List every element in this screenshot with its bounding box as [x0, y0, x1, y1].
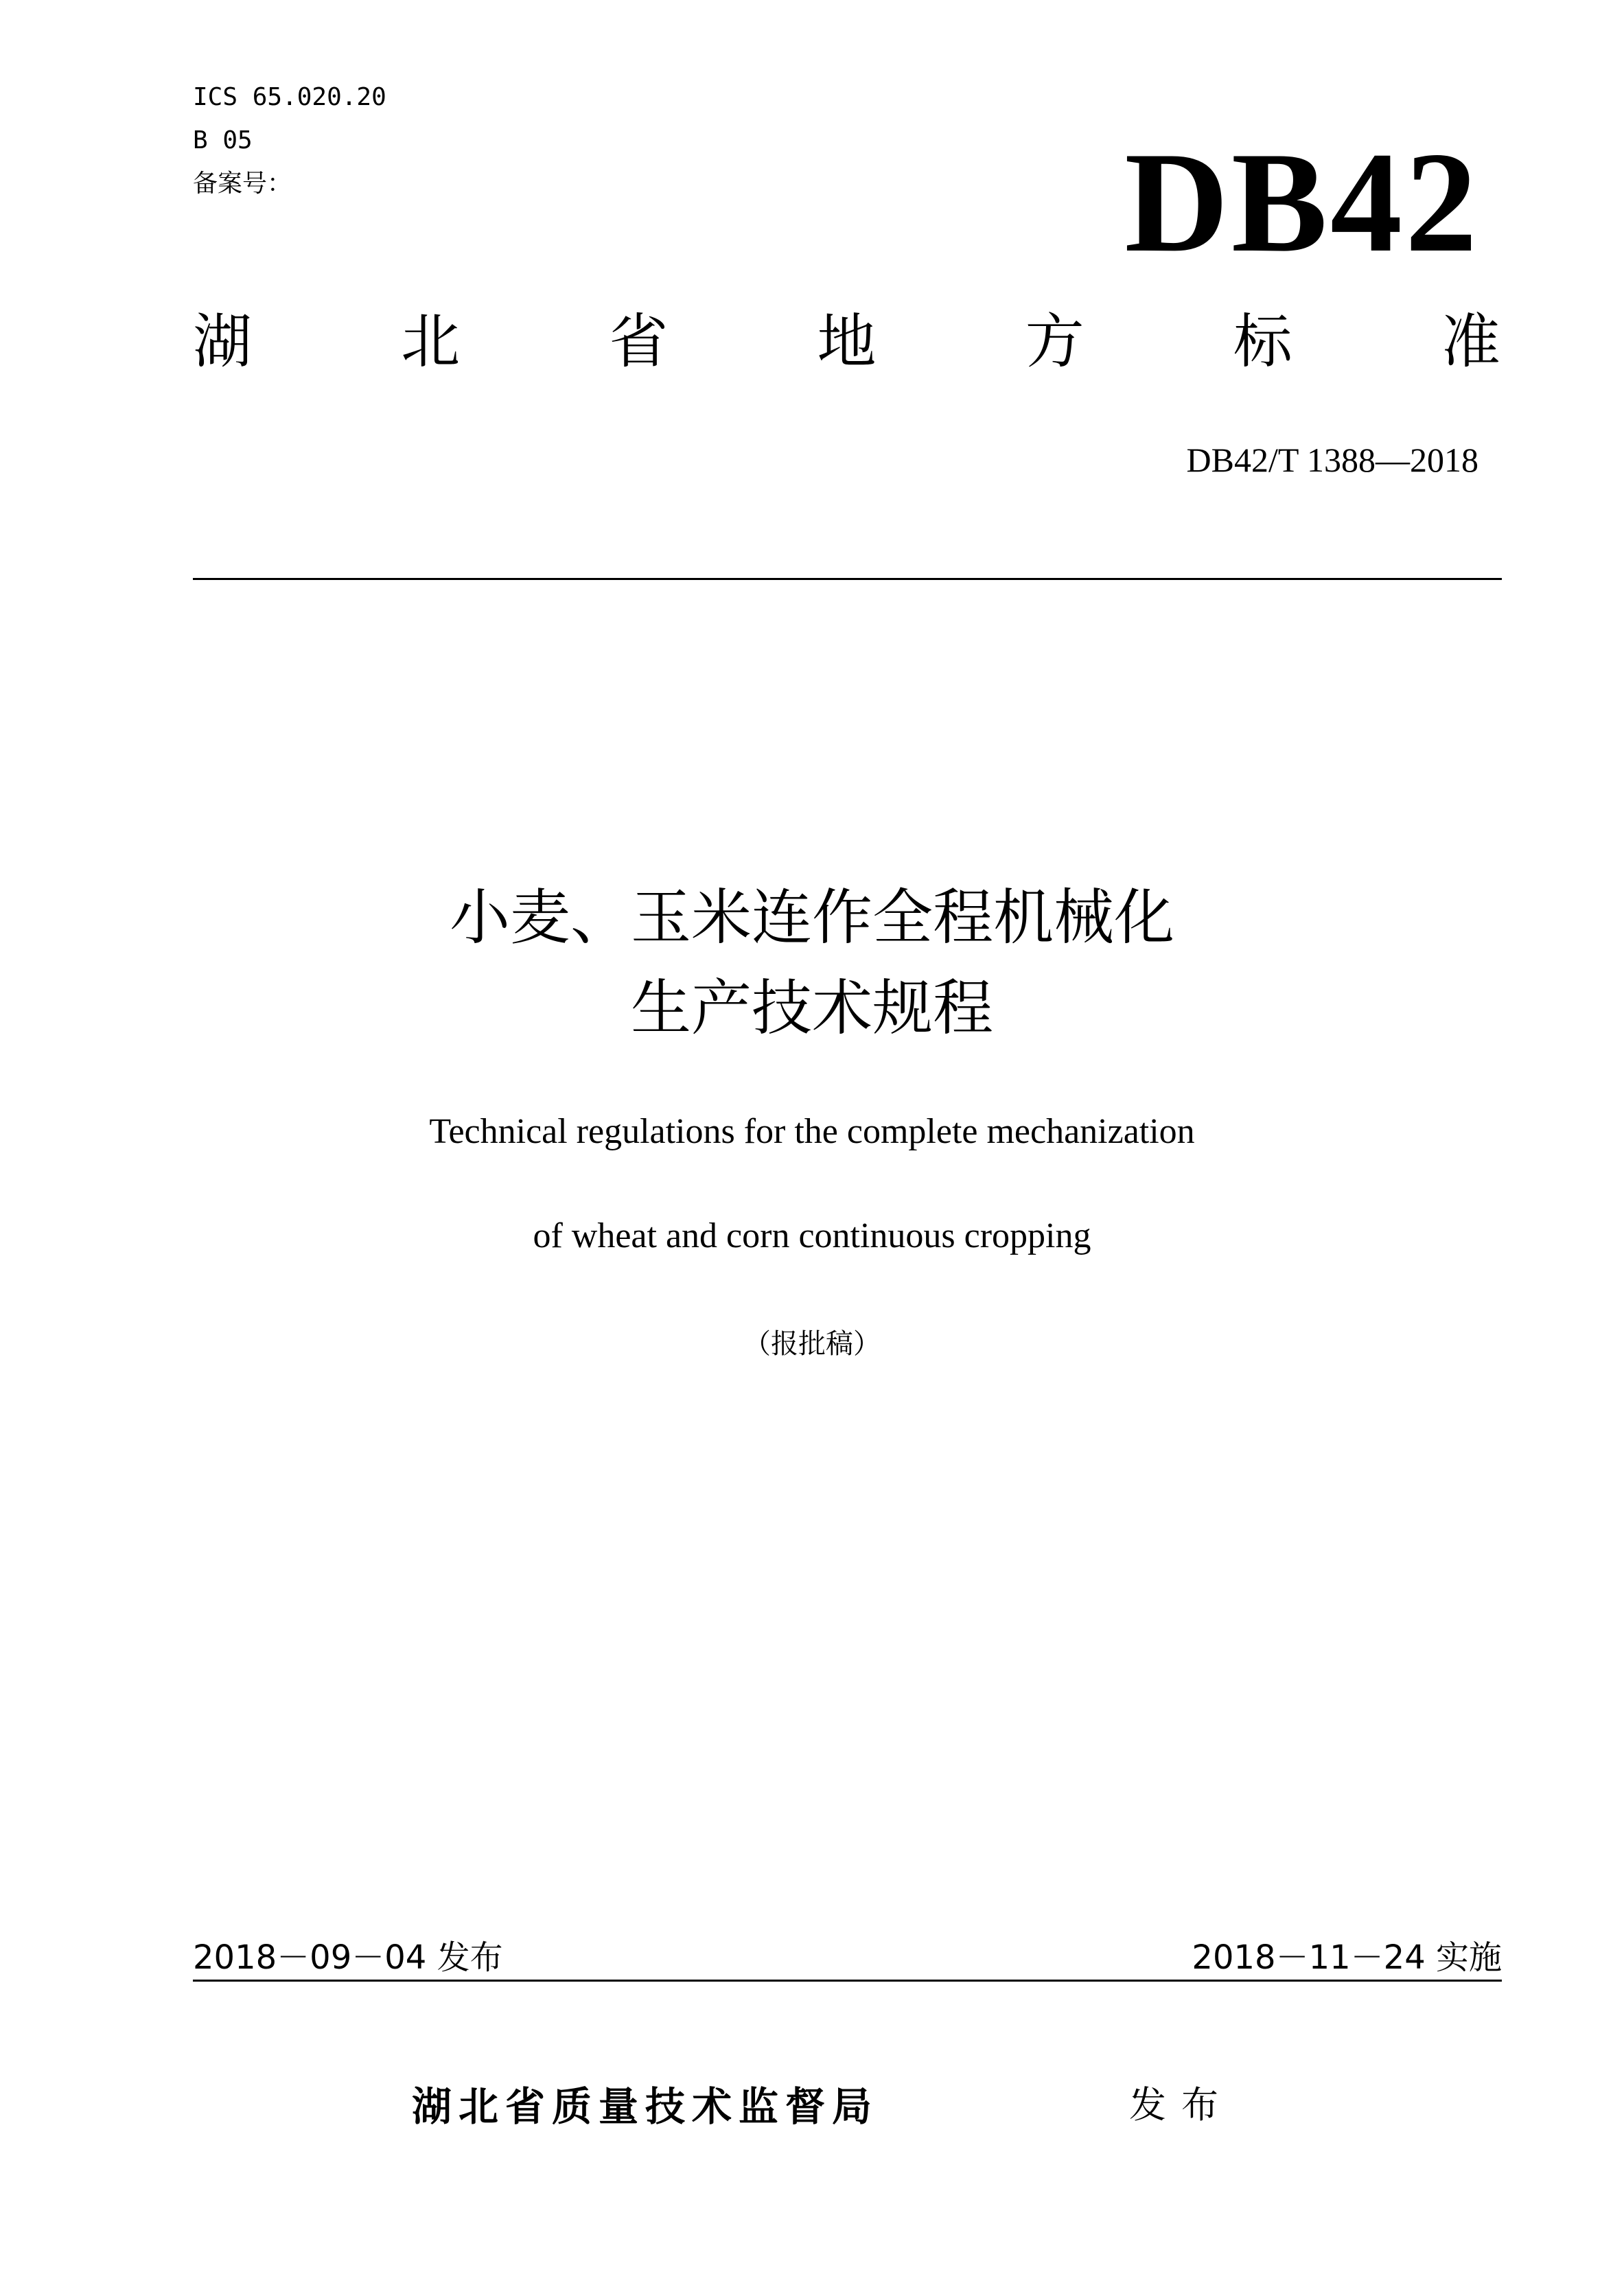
ics-code: ICS 65.020.20 [193, 83, 386, 111]
issue-action: 发布 [1129, 2083, 1233, 2126]
standard-number: DB42/T 1388—2018 [1186, 441, 1478, 479]
standard-type-char: 湖 [193, 308, 252, 376]
bottom-divider [193, 1980, 1502, 1982]
top-divider [193, 578, 1502, 580]
chinese-title-line-2: 生产技术规程 [630, 973, 993, 1043]
standard-type-char: 省 [609, 308, 669, 376]
english-title-line-2: of wheat and corn continuous cropping [533, 1216, 1091, 1255]
chinese-title-line-1: 小麦、玉米连作全程机械化 [449, 882, 1174, 953]
english-title-line-1: Technical regulations for the complete mechanization [429, 1112, 1195, 1151]
issuing-authority: 湖北省质量技术监督局 [412, 2083, 879, 2130]
standard-type-char: 方 [1025, 308, 1084, 376]
standard-type-char: 标 [1233, 308, 1292, 376]
db42-logo: DB42 [1124, 123, 1480, 282]
standard-type-char: 地 [817, 308, 877, 376]
standard-type-char: 准 [1441, 308, 1500, 376]
issue-date: 2018－09－04 发布 [193, 1938, 503, 1977]
draft-status: （报批稿） [743, 1328, 881, 1360]
classification-code: B 05 [193, 126, 253, 154]
filing-number-label: 备案号： [193, 170, 292, 198]
implementation-date: 2018－11－24 实施 [1192, 1938, 1502, 1977]
standard-type-heading [193, 308, 1500, 376]
standard-type-char: 北 [401, 308, 461, 376]
